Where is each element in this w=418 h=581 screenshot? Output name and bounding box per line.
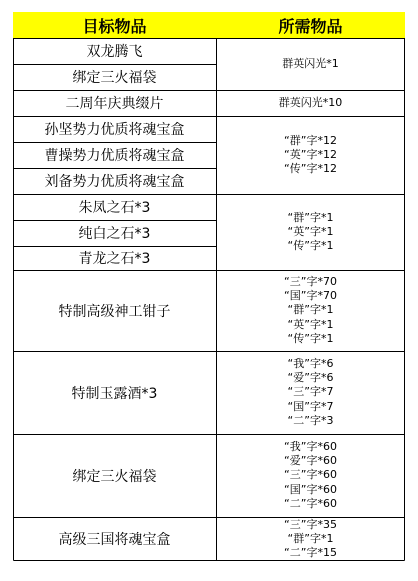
required-item-line: “群”字*1 — [287, 210, 334, 224]
required-item-line: “爱”字*60 — [284, 454, 337, 468]
required-item-line: “国”字*7 — [287, 399, 334, 413]
required-items-cell — [216, 194, 405, 270]
required-items-cell — [216, 90, 405, 116]
target-item-cell: 双龙腾飞 — [86, 44, 143, 60]
required-item-line: “三”字*7 — [287, 385, 334, 399]
required-item-line: “群”字*12 — [284, 133, 337, 147]
header-required-item: 所需物品 — [216, 12, 405, 38]
required-item-line: “传”字*1 — [287, 239, 334, 253]
target-item-cell: 纯白之石*3 — [78, 226, 151, 242]
required-item-line: “群”字*1 — [287, 531, 334, 545]
required-items-cell — [216, 116, 405, 194]
required-item-line: “国”字*70 — [284, 289, 337, 303]
required-items-cell — [216, 517, 405, 561]
required-items-cell — [216, 270, 405, 351]
required-item-line: “我”字*6 — [287, 356, 334, 370]
target-item-cell: 青龙之石*3 — [78, 251, 151, 267]
target-item-cell: 特制高级神工钳子 — [58, 303, 171, 320]
required-item-line: “三”字*70 — [284, 274, 337, 288]
required-item-line: “二”字*15 — [284, 546, 337, 560]
target-item-cell: 朱凤之石*3 — [78, 200, 151, 216]
required-items-cell — [216, 351, 405, 434]
required-item-line: “英”字*1 — [287, 224, 334, 238]
required-item-line: “传”字*12 — [284, 162, 337, 176]
required-item-line: “我”字*60 — [284, 439, 337, 453]
required-item-line: “爱”字*6 — [287, 371, 334, 385]
required-item-line: “群”字*1 — [287, 303, 334, 317]
item-exchange-table — [13, 12, 405, 561]
required-items-cell — [216, 434, 405, 517]
required-item-line: “三”字*35 — [284, 517, 337, 531]
target-item-cell: 特制玉露酒*3 — [71, 385, 158, 402]
required-item-line: “国”字*60 — [284, 482, 337, 496]
target-item-cell: 刘备势力优质将魂宝盒 — [44, 174, 185, 190]
required-item-line: “传”字*1 — [287, 331, 334, 345]
target-item-cell: 曹操势力优质将魂宝盒 — [44, 148, 185, 164]
required-item-line: 群英闪光*10 — [278, 95, 343, 109]
required-item-line: “英”字*1 — [287, 317, 334, 331]
target-item-cell: 绑定三火福袋 — [72, 70, 157, 86]
required-item-line: “二”字*60 — [284, 496, 337, 510]
target-item-cell: 二周年庆典缀片 — [65, 96, 164, 112]
required-item-line: “英”字*12 — [284, 147, 337, 161]
required-item-line: “二”字*3 — [287, 413, 334, 427]
required-items-cell — [216, 38, 405, 90]
required-item-line: “三”字*60 — [284, 468, 337, 482]
target-item-cell: 绑定三火福袋 — [72, 468, 157, 485]
target-item-cell: 孙坚势力优质将魂宝盒 — [44, 122, 185, 138]
required-item-line: 群英闪光*1 — [282, 56, 339, 70]
header-target-item: 目标物品 — [13, 12, 216, 38]
target-item-cell: 高级三国将魂宝盒 — [58, 532, 171, 548]
